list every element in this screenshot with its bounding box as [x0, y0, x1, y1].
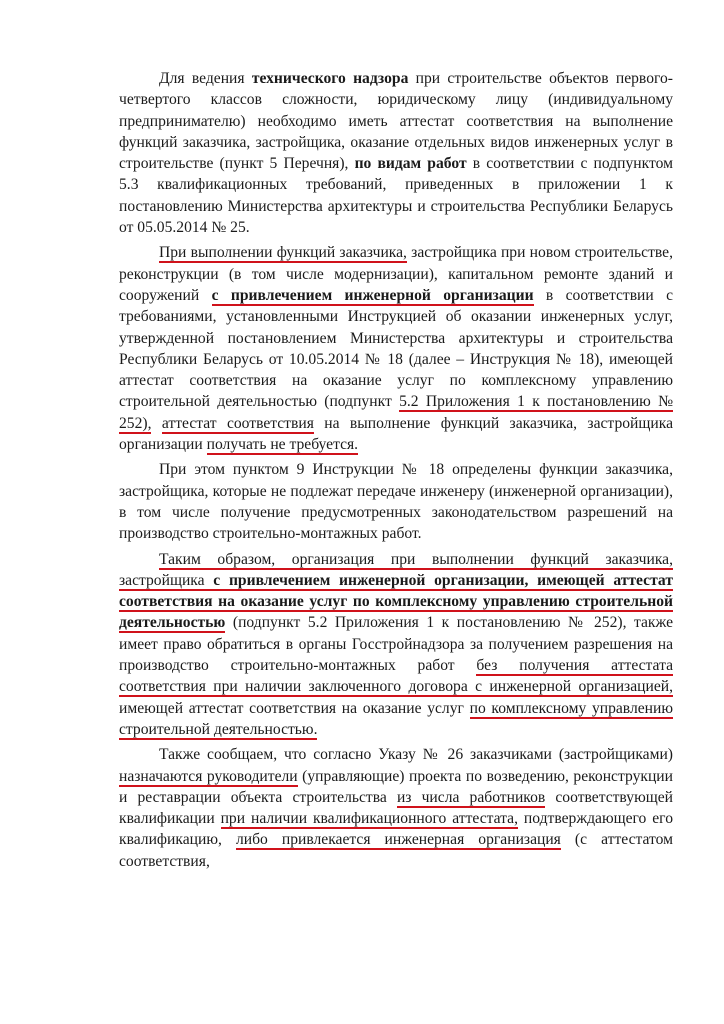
paragraph-4	[119, 549, 673, 741]
text-run: при строительстве объектов первого-четвертого классов сложности, юридическому лицу (индивидуальному предпринимателю) необходимо иметь аттестат соответствия на выполнение функций заказчика, застройщика, оказание отдельных видов инженерных услуг в строительстве (пункт 5 Перечня),	[119, 70, 673, 173]
text-run: (с аттестатом соответствия,	[119, 831, 673, 870]
text-run: подтверждающего его квалификацию,	[119, 810, 673, 849]
paragraph-3	[119, 459, 673, 544]
text-run: в соответствии с подпунктом 5.3 квалификационных требований, приведенных в приложении 1 к постановлению Министерства архитектуры и строительства Республики Беларусь от 05.05.2014 № 25.	[119, 155, 673, 237]
text-run: (управляющие) проекта по возведению, реконструкции и реставрации объекта строительства	[119, 767, 673, 806]
bold-text: технического надзора	[251, 70, 409, 87]
text-run: Также сообщаем, что согласно Указу № 26 заказчиками (застройщиками)	[159, 746, 673, 764]
underlined-text: при наличии квалификационного аттестата,	[220, 810, 518, 828]
text-run: (подпункт 5.2 Приложения 1 к постановлению № 252), также имеет право обратиться в органы Госстройнадзора за получением разрешения на производство строительно-монтажных работ	[119, 614, 673, 675]
paragraph-5	[119, 744, 673, 872]
document-body	[119, 68, 673, 872]
underlined-text: 5.2 Приложения 1 к постановлению № 252),	[119, 393, 674, 432]
underlined-text: по комплексному управлению строительной деятельностью.	[119, 699, 674, 738]
text-run: соответствующей квалификации	[119, 788, 673, 828]
underlined-text: назначаются руководители	[119, 767, 298, 785]
underlined-text: застройщика	[119, 571, 214, 589]
underlined-text: При выполнении функций заказчика,	[159, 244, 407, 262]
text-run: При этом пунктом 9 Инструкции № 18 определены функции заказчика, застройщика, которые не подлежат передаче инженеру (инженерной организации), в том числе получение предусмотренных законодательством разрешений на производство строительно-монтажных работ.	[119, 461, 673, 543]
paragraph-2	[119, 242, 673, 455]
text-run: имеющей аттестат соответствия на оказание услуг	[119, 699, 470, 717]
text-run: в соответствии с требованиями, установленными Инструкцией об оказании инженерных услуг, утвержденной постановлением Министерства архитектуры и строительства Республики Беларусь от 10.05.2014 № 18 (далее – Инструкция № 18), имеющей аттестат соответствия на оказание услуг по комплексному управлению строительной деятельностью (подпункт	[119, 286, 674, 411]
underlined-text: получать не требуется.	[206, 436, 359, 454]
underlined-text: с привлечением инженерной организации, имеющей аттестат соответствия на оказание услуг по комплексному управлению строительной деятельностью	[119, 571, 673, 632]
underlined-text: из числа работников	[396, 788, 546, 806]
paragraph-1	[119, 68, 673, 238]
bold-text: по видам работ	[354, 155, 467, 173]
underlined-text: Таким образом, организация при выполнении функций заказчика,	[159, 550, 673, 568]
underlined-text: без получения аттестата соответствия при наличии заключенного договора с инженерной организацией,	[119, 657, 674, 696]
text-run: на выполнение функций заказчика, застройщика организации	[119, 414, 673, 454]
text-run	[151, 415, 161, 432]
underlined-text: аттестат соответствия	[161, 414, 314, 432]
text-run: Для ведения	[159, 70, 252, 87]
underlined-text: либо привлекается инженерная организация	[235, 831, 561, 849]
underlined-text: с привлечением инженерной организации	[211, 286, 534, 304]
text-run: застройщика при новом строительстве, реконструкции (в том числе модернизации), капитальном ремонте зданий и сооружений	[119, 244, 673, 304]
